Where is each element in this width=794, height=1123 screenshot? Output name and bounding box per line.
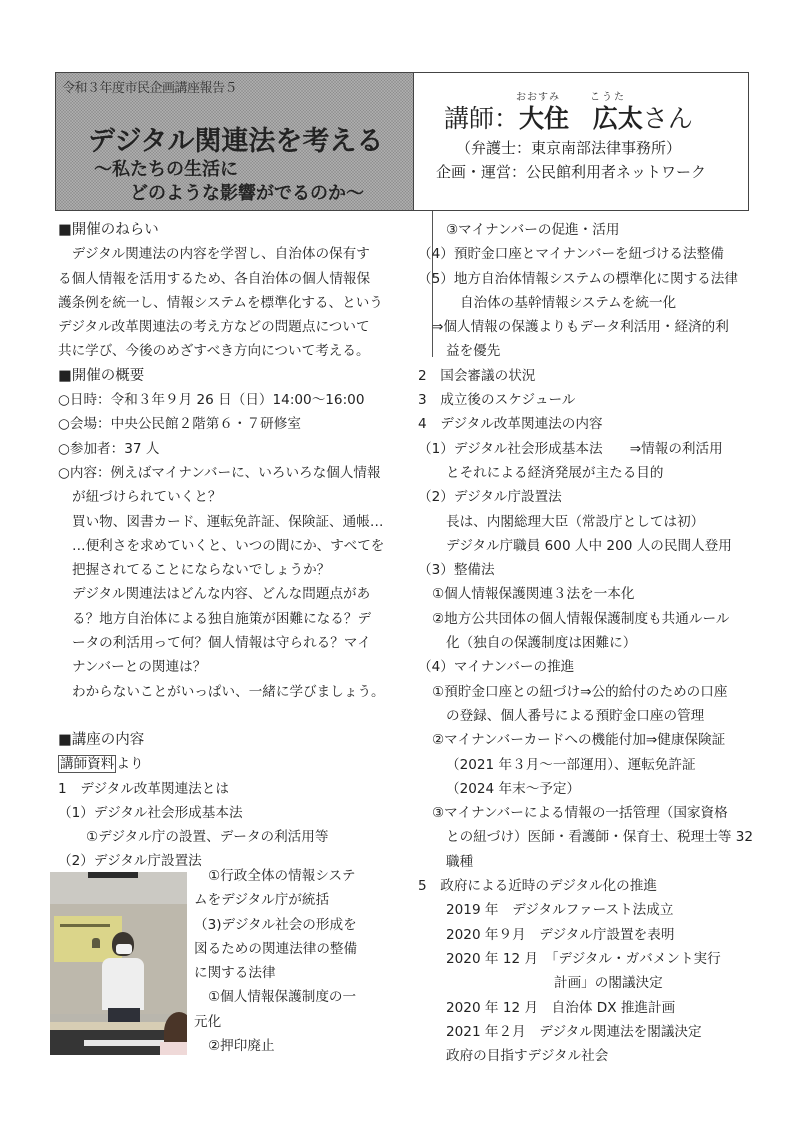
lecture-line: 自治体の基幹情報システムを統一化 [460, 294, 677, 311]
aim-line: デジタル関連法の内容を学習し、自治体の保有す [58, 246, 370, 263]
lecturer-suffix: さん [642, 104, 693, 133]
lecture-line: 2020 年 12 月 「デジタル・ガバメント実行 [446, 950, 721, 967]
lecture-line: 図るための関連法律の整備 [194, 940, 358, 957]
overview-content-line: わからないことがいっぱい、一緒に学びましょう。 [72, 683, 385, 700]
overview-content-line: ○内容：例えばマイナンバーに、いろいろな個人情報 [58, 464, 381, 481]
overview-content-line: ナンバーとの関連は？ [72, 659, 207, 676]
lecture-line: 化（独自の保護制度は困難に） [446, 635, 637, 652]
lecture-line: 職種 [446, 853, 474, 870]
lecture-line: ムをデジタル庁が統括 [194, 892, 330, 909]
lecture-line: とそれによる経済発展が主たる目的 [446, 464, 664, 481]
lecture-line: 2019 年 デジタルファースト法成立 [446, 902, 674, 919]
lecture-line: （4）マイナンバーの推進 [418, 659, 575, 676]
lecture-line: ②地方公共団体の個人情報保護制度も共通ルール [432, 610, 730, 627]
aim-line: 護条例を統一し、情報システムを標準化する、という [58, 294, 383, 311]
lecture-line: （1）デジタル社会形成基本法 ⇒情報の利活用 [418, 440, 723, 457]
lecture-line: ①個人情報保護制度の一 [208, 989, 357, 1006]
lecturer-name [444, 99, 693, 135]
left-column [58, 218, 403, 874]
lecture-line: との紐づけ）医師・看護師・保育士、税理士等 32 [446, 829, 754, 846]
lecture-line: に関する法律 [194, 965, 276, 982]
right-column [418, 218, 763, 1068]
lecture-line: （2）デジタル庁設置法 [418, 489, 562, 506]
lecture-source-suffix: より [116, 756, 144, 773]
lecture-line: ②押印廃止 [208, 1038, 275, 1055]
lecture-line: （1）デジタル社会形成基本法 [58, 804, 243, 821]
lecture-heading: ■講座の内容 [58, 731, 145, 748]
lecture-line: ⇒個人情報の保護よりもデータ利活用・経済的利 [432, 319, 729, 336]
lecturer-affiliation: （弁護士：東京南部法律事務所） [456, 139, 682, 157]
lecture-line: 元化 [194, 1013, 222, 1030]
lecture-photo [50, 872, 187, 1055]
lecture-line: （3）整備法 [418, 562, 495, 579]
lecture-line: 2020 年９月 デジタル庁設置を表明 [446, 926, 675, 943]
overview-datetime: ○日時：令和３年９月 26 日（日）14:00～16:00 [58, 392, 365, 409]
series-label: 令和３年度市民企画講座報告５ [62, 81, 238, 96]
lecturer-given: 広太 [592, 104, 643, 133]
lecture-line: 計画」の閣議決定 [554, 975, 663, 992]
subtitle-line-1: ～私たちの生活に [94, 159, 238, 180]
subtitle-line-2: どのような影響がでるのか～ [130, 183, 364, 204]
lecturer-label: 講師： [444, 104, 520, 133]
lecturer-family: 大住 [519, 104, 570, 133]
lecture-line: ①デジタル庁の設置、データの利活用等 [86, 829, 329, 846]
lecture-line: 4 デジタル改革関連法の内容 [418, 416, 603, 433]
aim-line: デジタル改革関連法の考え方などの問題点について [58, 319, 370, 336]
lecture-line: ①預貯金口座との紐づけ⇒公的給付のための口座 [432, 683, 728, 700]
ruby-given-name: こうた [590, 92, 626, 103]
lecture-source-boxed: 講師資料 [60, 756, 115, 773]
lecture-line: （2024 年末～予定） [446, 780, 581, 797]
organizer: 企画・運営：公民館利用者ネットワーク [436, 163, 707, 181]
lecture-line: ③マイナンバーの促進・活用 [446, 222, 620, 238]
lecture-line: （5）地方自治体情報システムの標準化に関する法律 [418, 270, 738, 287]
lecture-line: ③マイナンバーによる情報の一括管理（国家資格 [432, 805, 728, 822]
overview-heading: ■開催の概要 [58, 367, 145, 384]
lecture-line: の登録、個人番号による預貯金口座の管理 [446, 707, 705, 724]
aim-line: 共に学び、今後のめざすべき方向について考える。 [58, 343, 370, 360]
overview-venue: ○会場：中央公民館２階第６・７研修室 [58, 416, 301, 433]
lecture-line: 政府の目指すデジタル社会 [446, 1048, 609, 1065]
ruby-family-name: おおすみ [516, 92, 560, 103]
lecture-line: （2021 年３月～一部運用）、運転免許証 [446, 756, 696, 773]
lecture-line: 1 デジタル改革関連法とは [58, 780, 229, 797]
lecture-line: ①個人情報保護関連３法を一本化 [432, 586, 635, 603]
lecture-line: 3 成立後のスケジュール [418, 392, 576, 409]
lecture-line: 2021 年２月 デジタル関連法を閣議決定 [446, 1023, 702, 1040]
overview-content-line: る？地方自治体による独自施策が困難になる？デ [72, 610, 372, 627]
aim-heading: ■開催のねらい [58, 222, 159, 238]
lecture-source [58, 752, 403, 776]
beside-photo-text [194, 864, 394, 1058]
lecture-line: 2 国会審議の状況 [418, 367, 536, 384]
lecture-line: ①行政全体の情報システ [208, 868, 356, 884]
lecture-line: （2）デジタル庁設置法 [58, 853, 202, 870]
lecture-line: （3)デジタル社会の形成を [194, 916, 357, 933]
lecture-line: ②マイナンバーカードへの機能付加⇒健康保険証 [432, 732, 726, 749]
overview-content-line: デジタル関連法はどんな内容、どんな問題点があ [72, 586, 371, 603]
overview-content-line: 把握されてることにならないでしょうか？ [72, 562, 331, 579]
report-header [55, 72, 749, 211]
lecture-line: 5 政府による近時のデジタル化の推進 [418, 878, 657, 895]
overview-content-line: 買い物、図書カード、運転免許証、保険証、通帳… [72, 513, 384, 530]
overview-attendees: ○参加者：37 人 [58, 440, 160, 457]
page-title: デジタル関連法を考える [88, 126, 384, 157]
title-panel [56, 73, 414, 210]
lecture-line: （4）預貯金口座とマイナンバーを紐づける法整備 [418, 246, 724, 263]
lecture-line: 長は、内閣総理大臣（常設庁としては初） [446, 513, 705, 530]
overview-content-line: …便利さを求めていくと、いつの間にか、すべてを [72, 537, 385, 554]
lecture-line: デジタル庁職員 600 人中 200 人の民間人登用 [446, 537, 732, 554]
lecture-line: 益を優先 [446, 343, 501, 360]
lecturer-panel [414, 73, 748, 210]
aim-line: る個人情報を活用するため、各自治体の個人情報保 [58, 270, 371, 287]
overview-content-line: ータの利活用って何？個人情報は守られる？マイ [72, 635, 371, 652]
overview-content-line: が紐づけられていくと？ [72, 489, 222, 506]
lecture-line: 2020 年 12 月 自治体 DX 推進計画 [446, 999, 676, 1016]
